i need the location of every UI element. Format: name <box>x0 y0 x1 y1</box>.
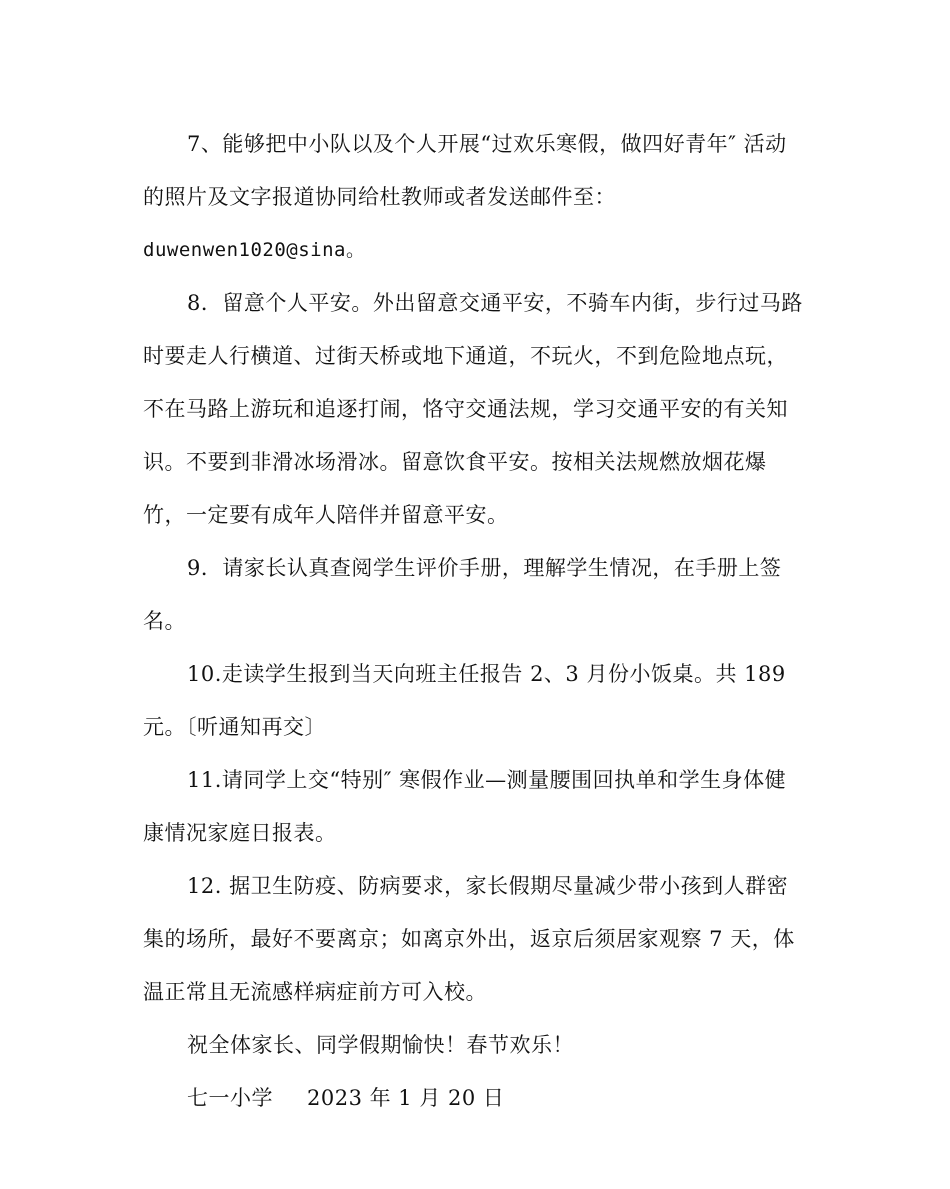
item-9-line-1: 9．请家长认真查阅学生评价手册，理解学生情况，在手册上签 <box>187 556 782 580</box>
item-8-line-1: 8．留意个人平安。外出留意交通平安，不骑车内街，步行过马路 <box>187 291 803 315</box>
item-8-line-5: 竹，一定要有成年人陪伴并留意平安。 <box>143 503 509 527</box>
item-8-line-4: 识。不要到非滑冰场滑冰。留意饮食平安。按相关法规燃放烟花爆 <box>143 450 767 474</box>
item-7-line-2: 的照片及文字报道协同给杜教师或者发送邮件至： <box>143 185 616 209</box>
item-12-line-1: 12. 据卫生防疫、防病要求，家长假期尽量减少带小孩到人群密 <box>187 874 789 898</box>
closing-greeting: 祝全体家长、同学假期愉快！春节欢乐！ <box>187 1033 574 1057</box>
signature-school: 七一小学 <box>187 1086 273 1110</box>
item-12-line-3: 温正常且无流感样病症前方可入校。 <box>143 980 487 1004</box>
item-8-line-3: 不在马路上游玩和追逐打闹，恪守交通法规，学习交通平安的有关知 <box>143 397 788 421</box>
item-11-line-1: 11.请同学上交“特别″ 寒假作业—测量腰围回执单和学生身体健 <box>187 768 787 792</box>
item-8-line-2: 时要走人行横道、过街天桥或地下通道，不玩火，不到危险地点玩， <box>143 344 788 368</box>
item-11-line-2: 康情况家庭日报表。 <box>143 821 337 845</box>
signature-date: 2023 年 1 月 20 日 <box>307 1086 505 1110</box>
signature <box>187 1084 504 1112</box>
item-10-line-2: 元。〔听通知再交〕 <box>143 715 326 739</box>
item-9-line-2: 名。 <box>143 609 186 633</box>
item-7-email: duwenwen1020@sina。 <box>143 239 366 261</box>
item-12-line-2: 集的场所，最好不要离京；如离京外出，返京后须居家观察 7 天，体 <box>143 927 795 951</box>
item-7-line-1: 7、能够把中小队以及个人开展“过欢乐寒假，做四好青年″ 活动 <box>187 132 787 156</box>
item-10-line-1: 10.走读学生报到当天向班主任报告 2、3 月份小饭桌。共 189 <box>187 662 786 686</box>
